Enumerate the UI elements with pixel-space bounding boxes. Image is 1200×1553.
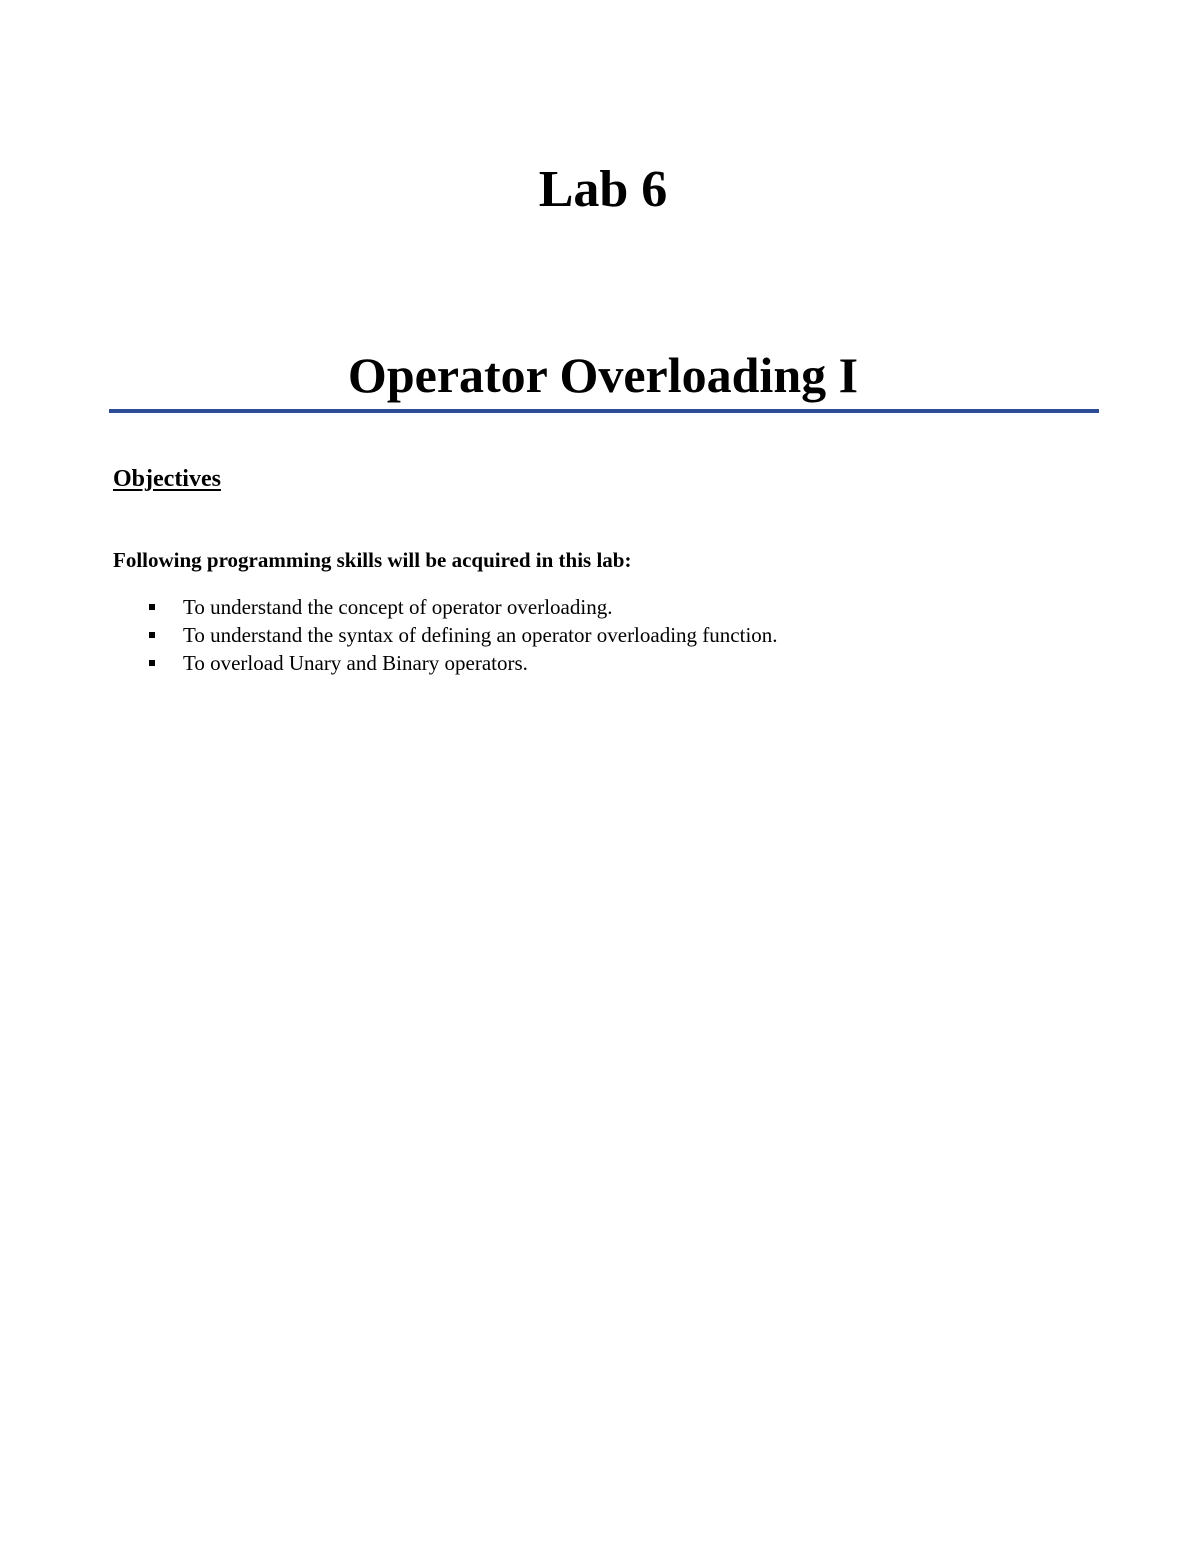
objectives-intro: Following programming skills will be acquired in this lab: — [113, 548, 632, 572]
square-bullet-icon — [149, 632, 155, 638]
objectives-heading: Objectives — [113, 466, 221, 492]
objective-text: To understand the syntax of defining an operator overloading function. — [183, 623, 778, 647]
square-bullet-icon — [149, 604, 155, 610]
objective-text: To understand the concept of operator overloading. — [183, 595, 613, 619]
lab-title-heading: Operator Overloading I — [347, 347, 859, 403]
square-bullet-icon — [149, 660, 155, 666]
lab-number-heading: Lab 6 — [538, 161, 668, 218]
title-divider — [109, 409, 1099, 413]
objective-text: To overload Unary and Binary operators. — [183, 651, 528, 675]
